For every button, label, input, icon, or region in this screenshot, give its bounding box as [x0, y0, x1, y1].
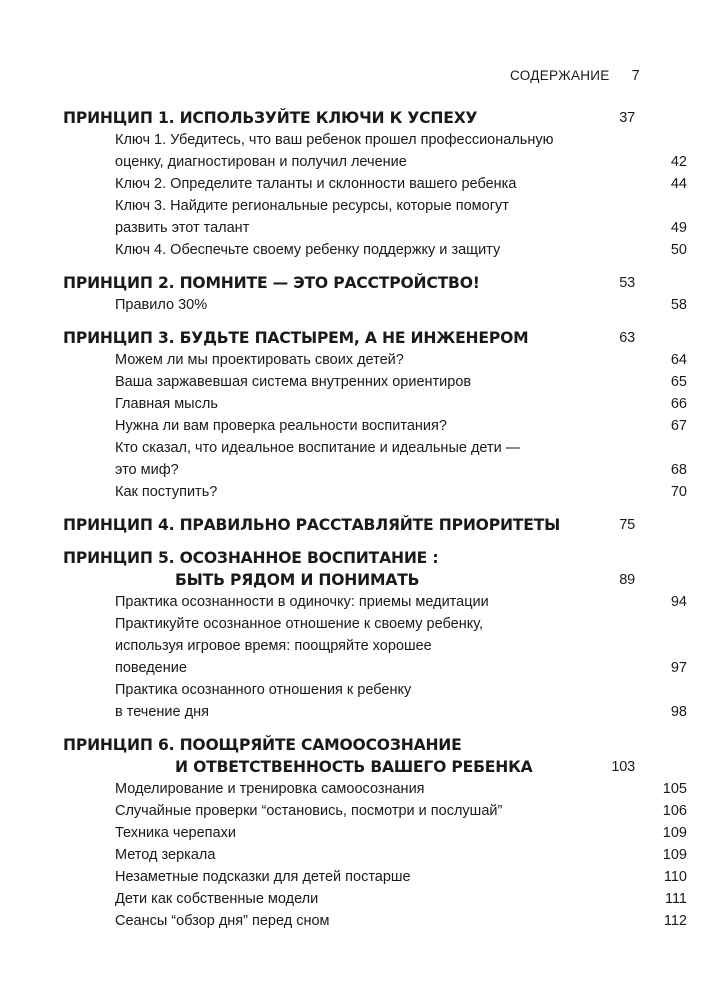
- toc-section-title: Ключ 3. Найдите региональные ресурсы, которые помогут развить этот талант: [115, 198, 509, 236]
- toc-chapter-entry: [63, 272, 635, 294]
- toc-section-entry: [63, 173, 687, 195]
- toc-chapter-title-line: ПРИНЦИП 4. ПРАВИЛЬНО РАССТАВЛЯЙТЕ ПРИОРИТЕТЫ: [63, 516, 561, 534]
- toc-page-number: 68: [670, 462, 687, 478]
- toc-section-title: Ваша заржавевшая система внутренних ориентиров: [115, 374, 472, 390]
- chapter-spacer: [63, 536, 635, 547]
- toc-section-title: Незаметные подсказки для детей постарше: [115, 869, 411, 885]
- toc-chapter-title-line: ПРИНЦИП 3. БУДЬТЕ ПАСТЫРЕМ, А НЕ ИНЖЕНЕРОМ: [63, 329, 529, 347]
- toc-section-entry: [63, 415, 687, 437]
- toc-section-entry: [63, 866, 687, 888]
- toc-section-title: Практика осознанности в одиночку: приемы медитации: [115, 594, 489, 610]
- toc-page-number: 49: [670, 220, 687, 236]
- toc-chapter-entry: [63, 734, 635, 778]
- toc-section-entry: [63, 437, 687, 481]
- toc-page-number: 111: [664, 891, 687, 907]
- toc-section-title: Сеансы “обзор дня” перед сном: [115, 913, 330, 929]
- chapter-spacer: [63, 723, 635, 734]
- toc-section-entry: [63, 349, 687, 371]
- toc-section-entry: [63, 778, 687, 800]
- toc-section-entry: [63, 371, 687, 393]
- toc-page-number: 106: [662, 803, 687, 819]
- toc-chapter-title-line: ПРИНЦИП 2. ПОМНИТЕ — ЭТО РАССТРОЙСТВО!: [63, 274, 480, 292]
- toc-chapter-title-line: БЫТЬ РЯДОМ И ПОНИМАТЬ: [175, 571, 420, 589]
- toc-page-number: 75: [619, 517, 635, 533]
- chapter-spacer: [63, 316, 635, 327]
- toc-page-number: 89: [619, 572, 635, 588]
- toc-page-number: 53: [619, 275, 635, 291]
- toc-section-entry: [63, 591, 687, 613]
- toc-section-title: Моделирование и тренировка самоосознания: [115, 781, 425, 797]
- running-header: [510, 68, 640, 84]
- toc-section-entry: [63, 800, 687, 822]
- toc-section-title: Случайные проверки “остановись, посмотри и послушай”: [115, 803, 503, 819]
- toc-page-number: 58: [670, 297, 687, 313]
- toc-chapter-entry: [63, 327, 635, 349]
- toc-page-number: 103: [611, 759, 635, 775]
- toc-page-number: 105: [662, 781, 687, 797]
- toc-section-entry: [63, 910, 687, 932]
- toc-chapter-title-line: ПРИНЦИП 1. ИСПОЛЬЗУЙТЕ КЛЮЧИ К УСПЕХУ: [63, 109, 478, 127]
- toc-section-entry: [63, 481, 687, 503]
- chapter-spacer: [63, 261, 635, 272]
- toc-page-number: 94: [670, 594, 687, 610]
- toc-section-title: Метод зеркала: [115, 847, 216, 863]
- toc-section-title: Дети как собственные модели: [115, 891, 319, 907]
- table-of-contents: [63, 107, 687, 932]
- toc-section-entry: [63, 393, 687, 415]
- toc-section-title: Как поступить?: [115, 484, 218, 500]
- toc-section-title: Кто сказал, что идеальное воспитание и идеальные дети — это миф?: [115, 440, 521, 478]
- toc-section-entry: [63, 129, 687, 173]
- toc-section-title: Техника черепахи: [115, 825, 236, 841]
- toc-section-title: Практикуйте осознанное отношение к своему ребенку, используя игровое время: поощряйте хорошее поведение: [115, 616, 484, 676]
- toc-page-number: 37: [619, 110, 635, 126]
- toc-section-title: Нужна ли вам проверка реальности воспитания?: [115, 418, 447, 434]
- toc-section-title: Можем ли мы проектировать своих детей?: [115, 352, 404, 368]
- toc-section-entry: [63, 888, 687, 910]
- running-header-title: СОДЕРЖАНИЕ: [510, 68, 610, 83]
- page-number: 7: [631, 68, 640, 84]
- toc-page-number: 64: [670, 352, 687, 368]
- toc-page-number: 66: [670, 396, 687, 412]
- toc-section-title: Ключ 4. Обеспечьте своему ребенку поддержку и защиту: [115, 242, 501, 258]
- toc-section-entry: [63, 679, 687, 723]
- toc-page-number: 109: [662, 825, 687, 841]
- toc-page-number: 42: [670, 154, 687, 170]
- toc-page-number: 112: [663, 913, 687, 929]
- toc-page-number: 63: [619, 330, 635, 346]
- toc-section-title: Ключ 2. Определите таланты и склонности вашего ребенка: [115, 176, 517, 192]
- toc-section-title: Практика осознанного отношения к ребенку в течение дня: [115, 682, 412, 720]
- toc-section-title: Ключ 1. Убедитесь, что ваш ребенок прошел профессиональную оценку, диагностирован и получил лечение: [115, 132, 554, 170]
- toc-page-number: 44: [670, 176, 687, 192]
- toc-section-entry: [63, 613, 687, 679]
- toc-section-title: Правило 30%: [115, 297, 208, 313]
- toc-section-title: Главная мысль: [115, 396, 218, 412]
- toc-page-number: 97: [670, 660, 687, 676]
- toc-page-number: 110: [663, 869, 687, 885]
- toc-section-entry: [63, 239, 687, 261]
- toc-section-entry: [63, 294, 687, 316]
- toc-page-number: 50: [670, 242, 687, 258]
- toc-page-number: 70: [670, 484, 687, 500]
- toc-chapter-title-line: ПРИНЦИП 5. ОСОЗНАННОЕ ВОСПИТАНИЕ :: [63, 549, 439, 567]
- toc-chapter-entry: [63, 107, 635, 129]
- chapter-spacer: [63, 503, 635, 514]
- toc-chapter-title-line: ПРИНЦИП 6. ПООЩРЯЙТЕ САМООСОЗНАНИЕ: [63, 736, 462, 754]
- toc-section-entry: [63, 822, 687, 844]
- toc-section-entry: [63, 195, 687, 239]
- toc-page-number: 109: [662, 847, 687, 863]
- toc-page-number: 67: [670, 418, 687, 434]
- toc-page-number: 65: [670, 374, 687, 390]
- toc-page-number: 98: [670, 704, 687, 720]
- toc-chapter-entry: [63, 514, 635, 536]
- toc-chapter-title-line: И ОТВЕТСТВЕННОСТЬ ВАШЕГО РЕБЕНКА: [175, 758, 533, 776]
- toc-section-entry: [63, 844, 687, 866]
- toc-chapter-entry: [63, 547, 635, 591]
